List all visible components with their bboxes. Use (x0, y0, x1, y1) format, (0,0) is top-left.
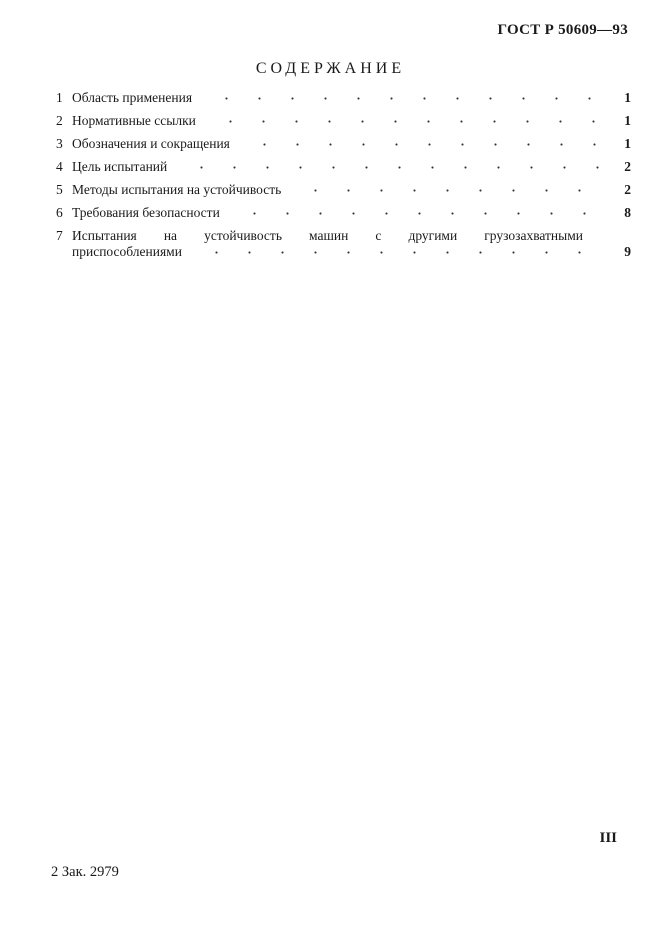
toc-item[interactable] (56, 159, 631, 182)
toc-item-page: 2 (624, 182, 631, 197)
dot-leader (238, 212, 599, 215)
toc-item-title: Нормативные ссылки (72, 113, 196, 128)
toc-item-title-block (72, 228, 631, 260)
toc-item-number: 1 (56, 90, 63, 105)
dot-leader (210, 97, 599, 100)
toc-item-number: 4 (56, 159, 63, 174)
order-number: 2 Зак. 2979 (51, 864, 119, 880)
toc-item-number: 3 (56, 136, 63, 151)
toc-item-title: Область применения (72, 90, 193, 105)
dot-leader (248, 143, 599, 146)
toc-item-page: 9 (624, 244, 631, 259)
toc-item-number: 5 (56, 182, 63, 197)
dot-leader (214, 120, 599, 123)
toc-item-page: 2 (624, 159, 631, 174)
toc-item[interactable] (56, 205, 631, 228)
page-number: III (599, 830, 617, 846)
toc-item-number: 6 (56, 205, 63, 220)
toc-item-page: 8 (624, 205, 631, 220)
dot-leader (200, 251, 599, 254)
toc-item[interactable] (56, 90, 631, 113)
toc-item-title-continuation (72, 244, 631, 260)
toc-item[interactable] (56, 182, 631, 205)
table-of-contents (56, 90, 631, 260)
toc-title: СОДЕРЖАНИЕ (255, 60, 406, 77)
toc-item-page: 1 (624, 113, 631, 128)
toc-item-title: Требования безопасности (72, 205, 220, 220)
toc-item-number: 2 (56, 113, 63, 128)
toc-item-page: 1 (624, 136, 631, 151)
toc-item-title: Методы испытания на устойчивость (72, 182, 282, 197)
toc-item[interactable] (56, 228, 631, 260)
toc-item-title: Обозначения и сокращения (72, 136, 230, 151)
document-code: ГОСТ Р 50609—93 (497, 22, 628, 38)
dot-leader (185, 166, 599, 169)
toc-item-title: Цель испытаний (72, 159, 168, 174)
toc-item-page: 1 (624, 90, 631, 105)
dot-leader (299, 189, 599, 192)
toc-item-title: Испытания на устойчивость машин с другими грузозахватными (72, 228, 583, 243)
toc-item-title: приспособлениями (72, 244, 182, 259)
toc-item[interactable] (56, 136, 631, 159)
toc-item[interactable] (56, 113, 631, 136)
toc-item-number: 7 (56, 228, 63, 243)
